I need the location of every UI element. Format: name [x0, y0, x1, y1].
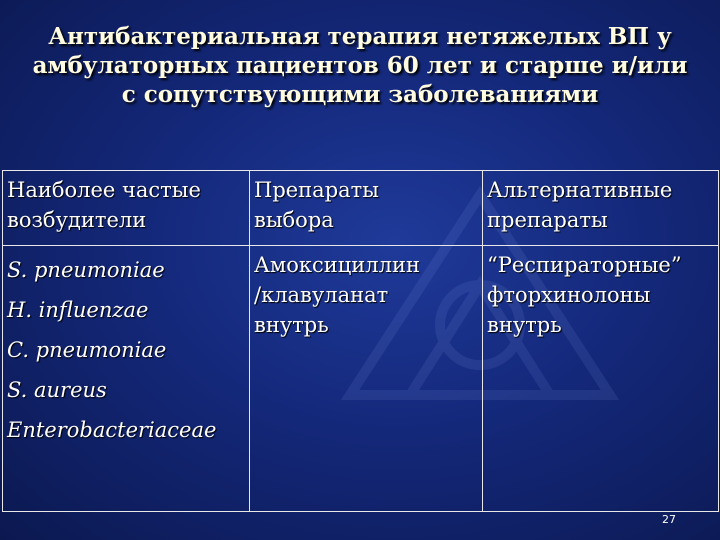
header-pathogens: [3, 171, 250, 246]
pathogen-item: H. influenzae: [7, 298, 149, 322]
header-text: препараты: [487, 208, 608, 232]
alternative-line: внутрь: [487, 313, 562, 337]
pathogen-item: S. aureus: [7, 378, 107, 402]
header-text: возбудители: [7, 208, 147, 232]
title-line: Антибактериальная терапия нетяжелых ВП у: [48, 23, 672, 50]
header-text: Препараты: [254, 178, 379, 202]
title-line: амбулаторных пациентов 60 лет и старше и/или: [32, 52, 688, 79]
header-drugs-of-choice: [250, 171, 483, 246]
title-line: с сопутствующими заболеваниями: [121, 81, 599, 108]
therapy-table: [2, 170, 719, 512]
alternatives-cell: [483, 246, 719, 512]
table-header-row: [3, 171, 719, 246]
header-text: выбора: [254, 208, 334, 232]
table-body-row: [3, 246, 719, 512]
drugs-of-choice-cell: [250, 246, 483, 512]
header-alternatives: [483, 171, 719, 246]
pathogens-cell: [3, 246, 250, 512]
drug-line: /клавуланат: [254, 283, 389, 307]
drug-line: Амоксициллин: [254, 253, 420, 277]
alternative-line: фторхинолоны: [487, 283, 651, 307]
pathogen-item: S. pneumoniae: [7, 258, 165, 282]
header-text: Наиболее частые: [7, 178, 201, 202]
pathogen-item: Enterobacteriaceae: [7, 418, 217, 442]
header-text: Альтернативные: [487, 178, 673, 202]
slide-title: [0, 22, 720, 109]
alternative-line: “Респираторные”: [487, 253, 682, 277]
pathogen-item: C. pneumoniae: [7, 338, 167, 362]
drug-line: внутрь: [254, 313, 329, 337]
page-number: 27: [662, 513, 676, 526]
